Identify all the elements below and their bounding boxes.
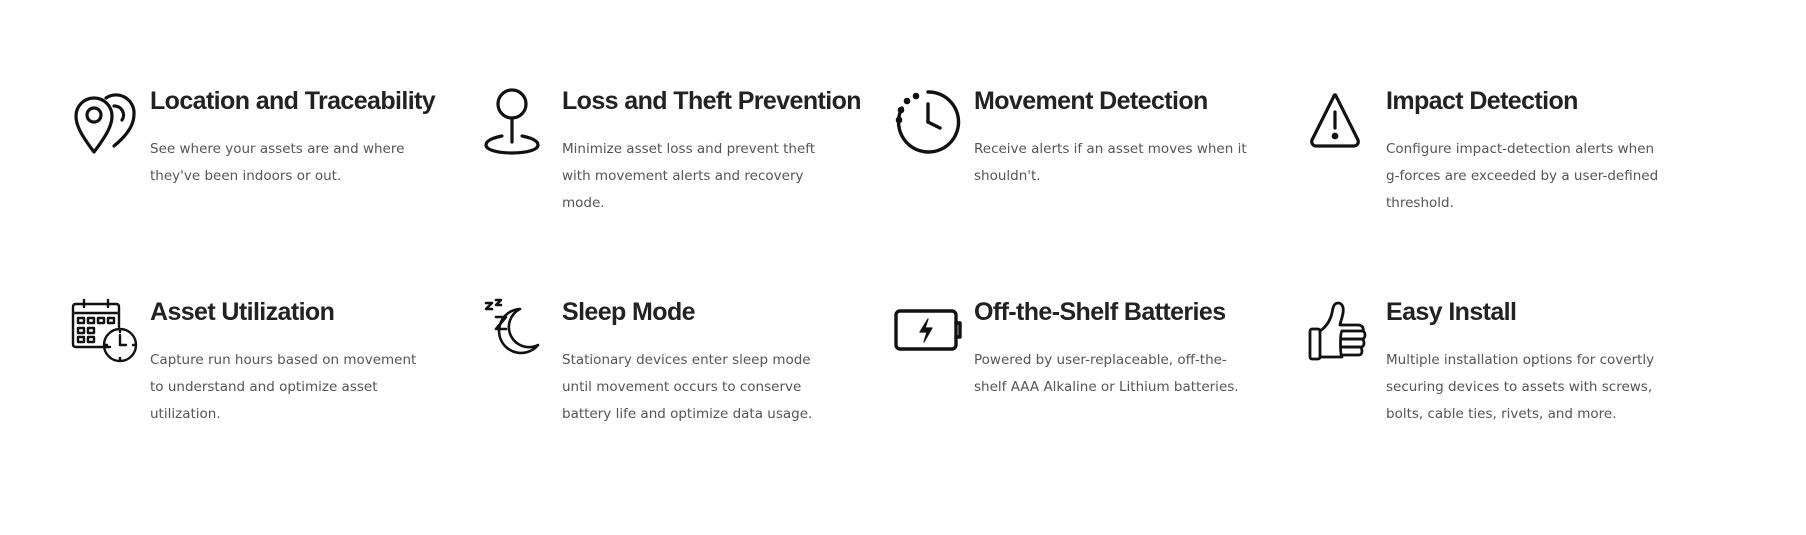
- feature-description: Minimize asset loss and prevent theft with movement alerts and recovery mode.: [562, 141, 816, 211]
- feature-title: Loss and Theft Prevention: [562, 87, 861, 115]
- feature-description: Stationary devices enter sleep mode until movement occurs to conserve battery life and optimize data usage.: [562, 352, 813, 422]
- thumbs-up-icon: [1306, 297, 1378, 369]
- feature-title: Sleep Mode: [562, 298, 695, 326]
- feature-location-traceability: [70, 86, 470, 276]
- timer-clock-icon: [894, 86, 966, 158]
- feature-title: Easy Install: [1386, 298, 1517, 326]
- map-pin-icon: [482, 86, 554, 158]
- feature-asset-utilization: [70, 297, 470, 487]
- feature-description: See where your assets are and where they've been indoors or out.: [150, 141, 405, 184]
- calendar-clock-icon: [70, 297, 142, 369]
- feature-title: Location and Traceability: [150, 87, 436, 115]
- sleep-moon-icon: [482, 297, 554, 369]
- feature-description: Receive alerts if an asset moves when it shouldn't.: [974, 141, 1247, 184]
- warning-triangle-icon: [1306, 86, 1378, 158]
- feature-movement-detection: [894, 86, 1294, 276]
- location-pins-icon: [70, 86, 142, 158]
- feature-description: Configure impact-detection alerts when g-forces are exceeded by a user-defined threshold.: [1386, 141, 1659, 211]
- feature-description: Capture run hours based on movement to understand and optimize asset utilization.: [150, 352, 417, 422]
- feature-description: Multiple installation options for covertly securing devices to assets with screws, bolts, cable ties, rivets, and more.: [1386, 352, 1655, 422]
- feature-loss-theft-prevention: [482, 86, 882, 276]
- feature-sleep-mode: [482, 297, 882, 487]
- feature-off-the-shelf-batteries: [894, 297, 1294, 487]
- feature-title: Off-the-Shelf Batteries: [974, 298, 1226, 326]
- feature-title: Impact Detection: [1386, 87, 1578, 115]
- battery-charge-icon: [894, 297, 966, 369]
- feature-easy-install: [1306, 297, 1706, 487]
- feature-title: Asset Utilization: [150, 298, 335, 326]
- feature-impact-detection: [1306, 86, 1706, 276]
- feature-description: Powered by user-replaceable, off-the-shelf AAA Alkaline or Lithium batteries.: [974, 352, 1239, 395]
- feature-title: Movement Detection: [974, 87, 1208, 115]
